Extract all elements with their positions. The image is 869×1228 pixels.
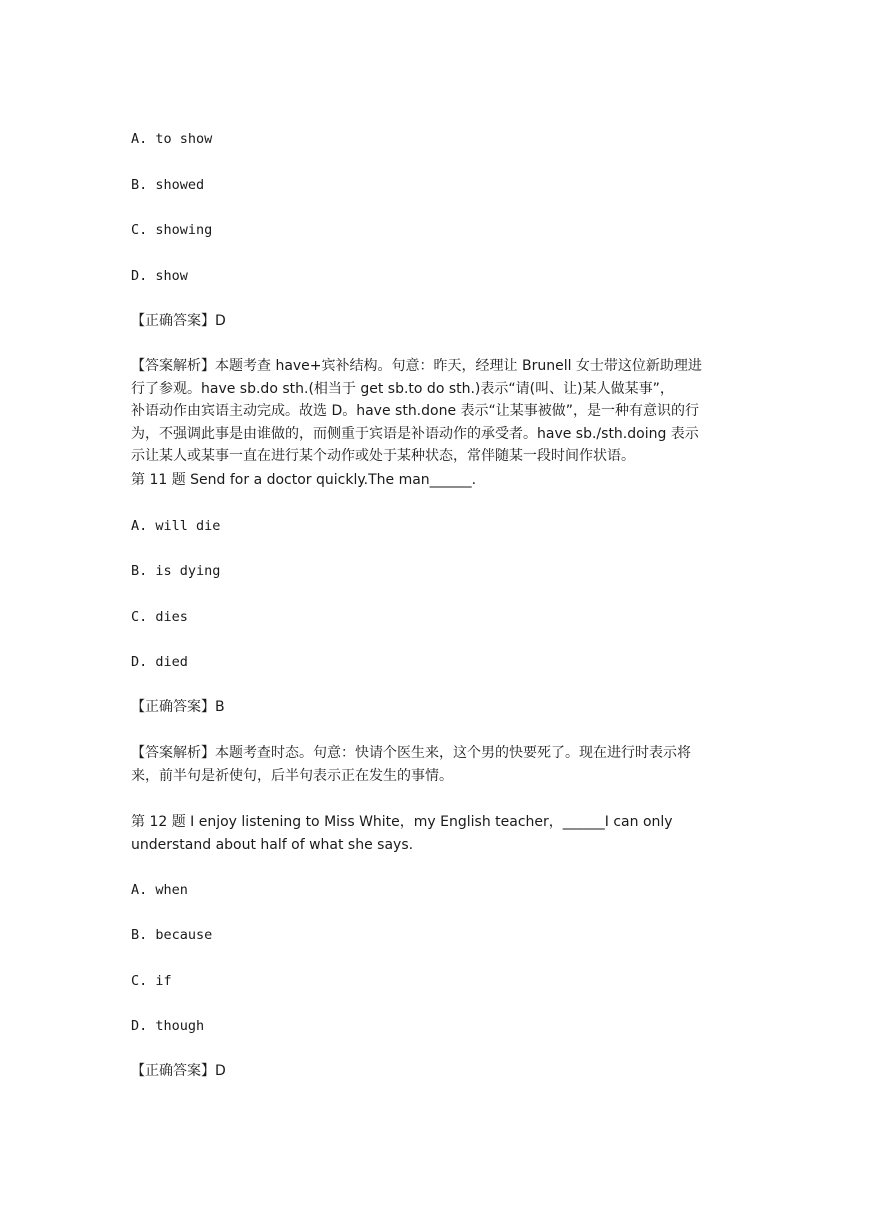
q10-analysis-line: 为，不强调此事是由谁做的，而侧重于宾语是补语动作的承受者。have sb./sth.doing 表示 [131,425,699,442]
q10-option-a: A. to show [131,131,213,147]
q10-option-d: D. show [131,268,188,284]
q11-option-b: B. is dying [131,563,221,579]
q11-question: 第 11 题 Send for a doctor quickly.The man______. [131,472,477,488]
q12-option-a: A. when [131,882,188,898]
q10-analysis-line: 示让某人或某事一直在进行某个动作或处于某种状态，常伴随某一段时间作状语。 [131,448,635,464]
q12-question [131,811,739,856]
q12-option-b: B. because [131,927,213,943]
q10-analysis-line: 补语动作由宾语主动完成。故选 D。have sth.done 表示“让某事被做”，是一种有意识的行 [131,403,700,419]
q11-analysis-line: 来，前半句是祈使句，后半句表示正在发生的事情。 [131,767,453,784]
q10-analysis [131,355,739,468]
q10-option-b: B. showed [131,177,205,193]
q10-analysis-line: 行了参观。have sb.do sth.(相当于 get sb.to do sth.)表示“请(叫、让)某人做某事”， [131,380,674,397]
q11-analysis-line: 【答案解析】本题考查时态。句意：快请个医生来，这个男的快要死了。现在进行时表示将 [131,745,691,761]
q11-option-c: C. dies [131,609,188,625]
q11-option-d: D. died [131,654,188,670]
q12-question-line: understand about half of what she says. [131,836,414,853]
q10-option-c: C. showing [131,222,213,238]
q12-option-c: C. if [131,973,172,989]
q12-question-line: 第 12 题 I enjoy listening to Miss White，my English teacher，______I can only [131,814,673,830]
q11-analysis [131,742,739,787]
q10-correct-answer: 【正确答案】D [131,313,226,329]
q11-option-a: A. will die [131,518,221,534]
q11-correct-answer: 【正确答案】B [131,699,225,715]
q10-analysis-line: 【答案解析】本题考查 have+宾补结构。句意：昨天，经理让 Brunell 女士带这位新助理进 [131,358,702,374]
q12-option-d: D. though [131,1018,205,1034]
q12-correct-answer: 【正确答案】D [131,1063,226,1079]
